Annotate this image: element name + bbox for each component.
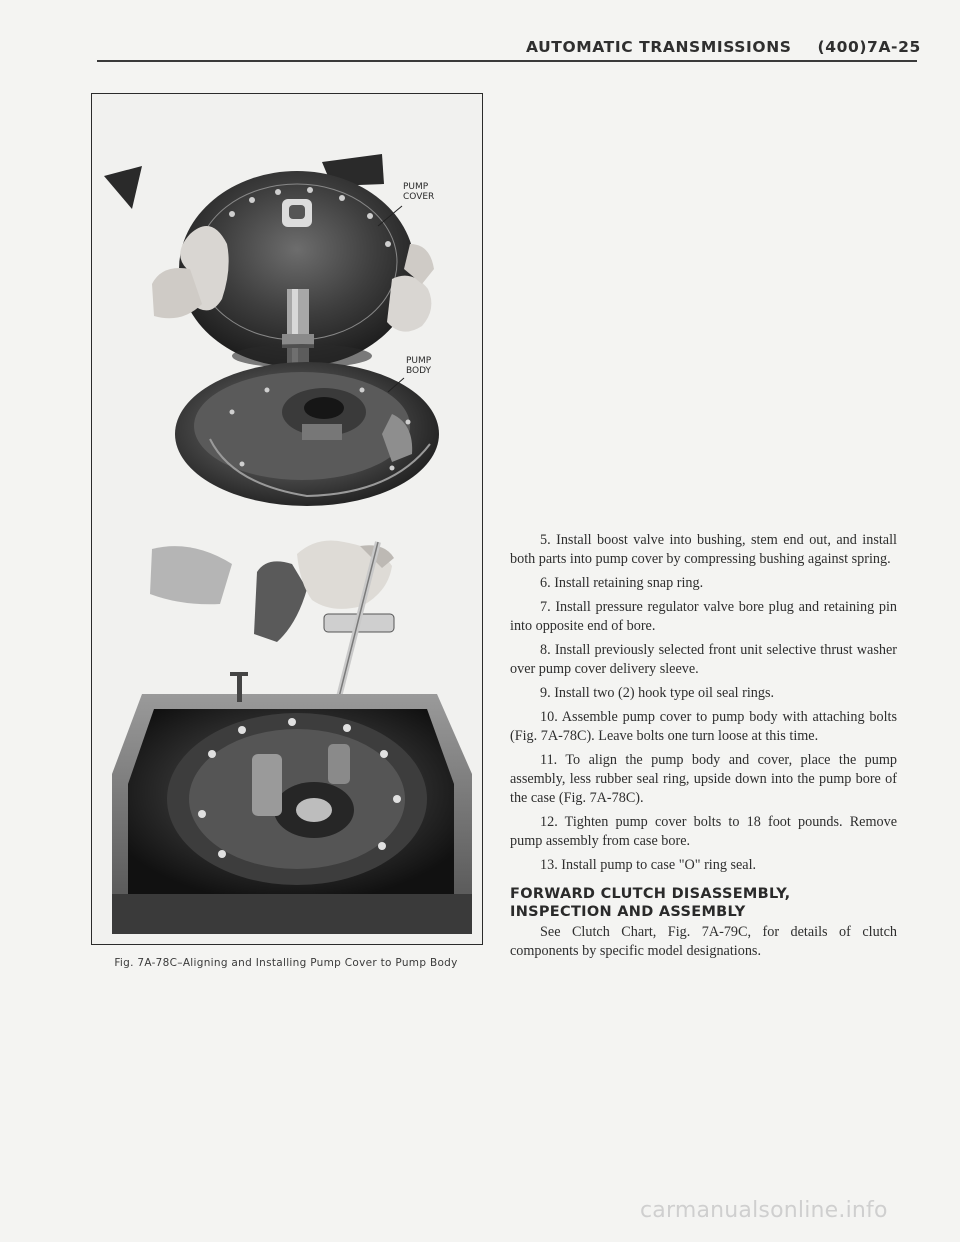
step-7: 7. Install pressure regulator valve bore plug and retaining pin into opposite end of bore. [510,599,897,634]
header-rule [97,60,917,62]
page-header [526,38,921,56]
header-title: AUTOMATIC TRANSMISSIONS [526,38,792,56]
watermark: carmanualsonline.info [640,1198,888,1223]
step-10: 10. Assemble pump cover to pump body with attaching bolts (Fig. 7A-78C). Leave bolts one turn loose at this time. [510,709,897,744]
section-body: See Clutch Chart, Fig. 7A-79C, for details of clutch components by specific model designations. [510,924,897,959]
step-11: 11. To align the pump body and cover, place the pump assembly, less rubber seal ring, upside down into the pump bore of the case (Fig. 7A-78C). [510,752,897,806]
step-13: 13. Install pump to case "O" ring seal. [540,857,757,873]
figure-photo [92,94,482,944]
pump-body-illustration [175,362,439,506]
header-page-ref: (400)7A-25 [817,38,921,56]
right-column-text [510,531,897,966]
step-8: 8. Install previously selected front unit selective thrust washer over pump cover delivery sleeve. [510,642,897,677]
figure-caption: Fig. 7A-78C–Aligning and Installing Pump Cover to Pump Body [114,957,458,969]
step-6: 6. Install retaining snap ring. [540,575,704,591]
figure-photo-frame [91,93,483,945]
section-heading: FORWARD CLUTCH DISASSEMBLY, INSPECTION AND ASSEMBLY [510,886,791,920]
step-12: 12. Tighten pump cover bolts to 18 foot pounds. Remove pump assembly from case bore. [510,814,897,849]
step-9: 9. Install two (2) hook type oil seal rings. [540,685,775,701]
transmission-case-illustration [112,672,472,934]
callout-pump-body: PUMP BODY [406,356,432,376]
callout-pump-cover: PUMP COVER [403,182,435,202]
step-5: 5. Install boost valve into bushing, stem end out, and install both parts into pump cover by compressing bushing against spring. [510,532,897,567]
